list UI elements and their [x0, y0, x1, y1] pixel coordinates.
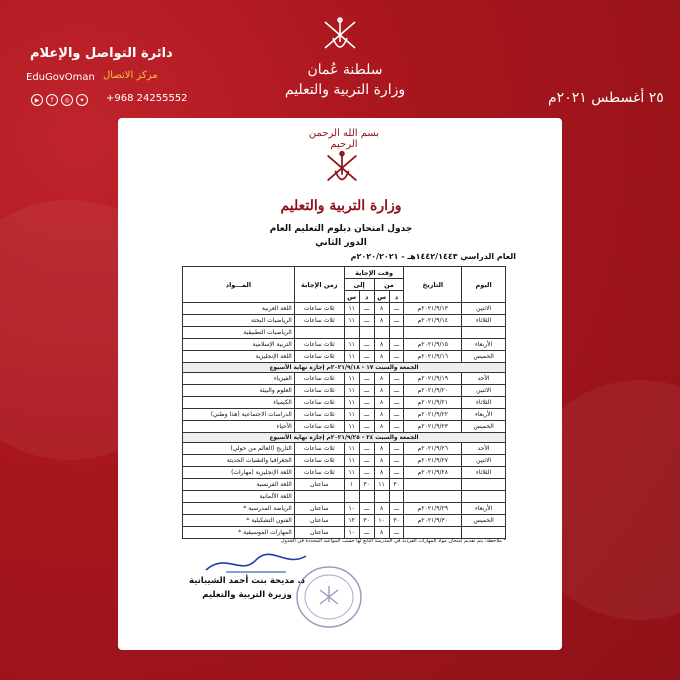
- cell-subject: اللغة الإنجليزية: [183, 351, 295, 363]
- cell-from-hour: ٨: [374, 397, 389, 409]
- cell-subject: اللغة الألمانية: [183, 491, 295, 503]
- social-icons: [31, 94, 88, 106]
- cell-to-hour: ١١: [344, 315, 359, 327]
- table-row: [183, 503, 506, 515]
- cell-from-min: ـــ: [389, 421, 404, 433]
- cell-to-hour: ١: [344, 479, 359, 491]
- cell-from-hour: [374, 491, 389, 503]
- cell-day: الاثنين: [462, 303, 506, 315]
- cell-duration: ثلاث ساعات: [294, 315, 344, 327]
- cell-from-min: ـــ: [389, 455, 404, 467]
- footnote: * ملاحظة: يتم تقديم امتحان مواد المهارات الفردية في المدرسة التابع لها حسب المواعيد المحددة في الجدول: [280, 538, 506, 544]
- cell-day: الأربعاء: [462, 339, 506, 351]
- department-name: دائرة التواصل والإعلام: [30, 46, 173, 61]
- cell-from-hour: ٨: [374, 351, 389, 363]
- cell-to-min: ـــ: [359, 303, 374, 315]
- col-to-min: د: [359, 291, 374, 303]
- cell-day: الثلاثاء: [462, 315, 506, 327]
- cell-to-hour: ١١: [344, 409, 359, 421]
- cell-to-min: ـــ: [359, 339, 374, 351]
- cell-subject: الكيمياء: [183, 397, 295, 409]
- weekend-note-row: [183, 363, 506, 373]
- cell-to-min: ـــ: [359, 315, 374, 327]
- cell-subject: اللغة العربية: [183, 303, 295, 315]
- document-title: جدول امتحان دبلوم التعليم العام: [269, 224, 413, 234]
- cell-to-min: ـــ: [359, 397, 374, 409]
- cell-to-hour: ١١: [344, 373, 359, 385]
- cell-from-hour: ٨: [374, 385, 389, 397]
- cell-to-min: [359, 327, 374, 339]
- table-row: [183, 351, 506, 363]
- cell-to-min: [359, 491, 374, 503]
- cell-from-min: ـــ: [389, 527, 404, 539]
- cell-to-min: ٣٠: [359, 479, 374, 491]
- phone-number: +968 24255552: [106, 93, 188, 104]
- cell-subject: التاريخ (العالم من حولي): [183, 443, 295, 455]
- signatory-name: د. مديحة بنت أحمد الشيبانية: [188, 576, 306, 586]
- cell-from-min: ـــ: [389, 409, 404, 421]
- cell-to-hour: ١٠: [344, 527, 359, 539]
- weekend-note: الجمعة والسبت ٢٤ - ٢٠٢١/٩/٢٥م إجازة نهاية الأسبوع: [183, 433, 506, 443]
- cell-date: ٢٠٢١/٩/٢٨م: [404, 467, 462, 479]
- cell-day: الثلاثاء: [462, 467, 506, 479]
- cell-to-min: ٣٠: [359, 515, 374, 527]
- col-from: من: [374, 279, 404, 291]
- cell-from-hour: ١١: [374, 479, 389, 491]
- cell-day: الخميس: [462, 421, 506, 433]
- table-row: [183, 491, 506, 503]
- cell-from-hour: ٨: [374, 467, 389, 479]
- cell-duration: ساعتان: [294, 479, 344, 491]
- table-row: [183, 339, 506, 351]
- cell-from-min: [389, 327, 404, 339]
- cell-from-min: ـــ: [389, 467, 404, 479]
- cell-day: الاثنين: [462, 385, 506, 397]
- table-row: [183, 421, 506, 433]
- cell-date: ٢٠٢١/٩/١٥م: [404, 339, 462, 351]
- cell-from-min: ـــ: [389, 339, 404, 351]
- cell-from-min: [389, 491, 404, 503]
- cell-duration: ثلاث ساعات: [294, 385, 344, 397]
- cell-date: ٢٠٢١/٩/٢٩م: [404, 503, 462, 515]
- cell-date: ٢٠٢١/٩/٢٢م: [404, 409, 462, 421]
- cell-duration: ثلاث ساعات: [294, 409, 344, 421]
- col-from-min: د: [389, 291, 404, 303]
- cell-from-hour: ٨: [374, 421, 389, 433]
- cell-from-min: ـــ: [389, 385, 404, 397]
- academic-year: العام الدراسي ١٤٤٢/١٤٤٣هـ - ٢٠٢٠/٢٠٢١م: [350, 252, 516, 261]
- cell-subject: المهارات الموسيقية *: [183, 527, 295, 539]
- cell-from-min: ـــ: [389, 373, 404, 385]
- cell-date: ٢٠٢١/٩/١٦م: [404, 351, 462, 363]
- cell-subject: اللغة الفرنسية: [183, 479, 295, 491]
- weekend-note-row: [183, 433, 506, 443]
- cell-from-hour: ٨: [374, 455, 389, 467]
- cell-to-hour: ١١: [344, 467, 359, 479]
- cell-duration: ثلاث ساعات: [294, 373, 344, 385]
- cell-duration: ثلاث ساعات: [294, 455, 344, 467]
- cell-duration: ساعتان: [294, 503, 344, 515]
- cell-duration: ثلاث ساعات: [294, 397, 344, 409]
- exam-schedule-document: [176, 128, 516, 644]
- cell-to-min: ـــ: [359, 527, 374, 539]
- table-row: [183, 315, 506, 327]
- cell-date: ٢٠٢١/٩/٢٠م: [404, 385, 462, 397]
- table-row: [183, 397, 506, 409]
- cell-from-min: ـــ: [389, 315, 404, 327]
- table-row: [183, 479, 506, 491]
- cell-duration: [294, 491, 344, 503]
- cell-day: الأحد: [462, 443, 506, 455]
- post-date: ٢٥ أغسطس ٢٠٢١م: [548, 90, 664, 106]
- cell-date: ٢٠٢١/٩/٢١م: [404, 397, 462, 409]
- table-row: [183, 515, 506, 527]
- col-to-hour: س: [344, 291, 359, 303]
- oman-emblem-icon: [317, 12, 363, 58]
- col-time: وقت الإجابة: [344, 267, 404, 279]
- call-center-label: مركز الاتصال: [103, 70, 158, 81]
- cell-to-hour: ١١: [344, 351, 359, 363]
- cell-to-hour: ١١: [344, 339, 359, 351]
- table-row: [183, 303, 506, 315]
- cell-duration: ثلاث ساعات: [294, 421, 344, 433]
- cell-day: [462, 491, 506, 503]
- cell-to-min: ـــ: [359, 385, 374, 397]
- cell-to-hour: [344, 327, 359, 339]
- cell-day: الاثنين: [462, 455, 506, 467]
- cell-from-hour: [374, 327, 389, 339]
- cell-duration: ثلاث ساعات: [294, 351, 344, 363]
- cell-day: [462, 479, 506, 491]
- cell-subject: الرياضيات التطبيقية: [183, 327, 295, 339]
- ministry-label: وزارة التربية والتعليم: [284, 82, 406, 98]
- cell-from-hour: ٨: [374, 503, 389, 515]
- cell-from-min: ـــ: [389, 351, 404, 363]
- cell-to-hour: ١١: [344, 421, 359, 433]
- cell-day: [462, 327, 506, 339]
- cell-subject: الفيزياء: [183, 373, 295, 385]
- cell-from-min: ـــ: [389, 303, 404, 315]
- document-ministry: وزارة التربية والتعليم: [280, 198, 402, 214]
- cell-from-hour: ٨: [374, 373, 389, 385]
- cell-from-hour: ٨: [374, 339, 389, 351]
- schedule-body: [183, 303, 506, 539]
- cell-duration: [294, 327, 344, 339]
- cell-subject: العلوم والبيئة: [183, 385, 295, 397]
- col-duration: زمن الإجابة: [294, 267, 344, 303]
- exam-schedule-table: [182, 266, 506, 539]
- cell-duration: ثلاث ساعات: [294, 467, 344, 479]
- cell-day: الخميس: [462, 351, 506, 363]
- cell-from-min: ـــ: [389, 397, 404, 409]
- cell-day: الأربعاء: [462, 409, 506, 421]
- cell-duration: ساعتان: [294, 527, 344, 539]
- cell-from-hour: ٨: [374, 409, 389, 421]
- oman-emblem-icon: [320, 146, 364, 190]
- cell-to-hour: ١١: [344, 455, 359, 467]
- table-row: [183, 409, 506, 421]
- cell-to-hour: ١١: [344, 443, 359, 455]
- cell-duration: ثلاث ساعات: [294, 339, 344, 351]
- cell-date: ٢٠٢١/٩/٢٦م: [404, 443, 462, 455]
- cell-to-hour: [344, 491, 359, 503]
- cell-date: ٢٠٢١/٩/١٣م: [404, 303, 462, 315]
- weekend-note: الجمعة والسبت ١٧ - ٢٠٢١/٩/١٨م إجازة نهاية الأسبوع: [183, 363, 506, 373]
- cell-to-min: ـــ: [359, 409, 374, 421]
- cell-to-min: ـــ: [359, 467, 374, 479]
- cell-day: الثلاثاء: [462, 397, 506, 409]
- cell-from-min: ٣٠: [389, 479, 404, 491]
- col-date: التاريخ: [404, 267, 462, 303]
- cell-to-hour: ١١: [344, 385, 359, 397]
- table-row: [183, 373, 506, 385]
- table-row: [183, 527, 506, 539]
- cell-subject: اللغة الإنجليزية (مهارات): [183, 467, 295, 479]
- cell-to-hour: ١٢: [344, 515, 359, 527]
- cell-to-hour: ١٠: [344, 503, 359, 515]
- youtube-icon[interactable]: ▶: [31, 94, 43, 106]
- col-from-hour: س: [374, 291, 389, 303]
- header: [0, 0, 680, 120]
- cell-to-min: ـــ: [359, 421, 374, 433]
- facebook-icon[interactable]: f: [46, 94, 58, 106]
- cell-duration: ثلاث ساعات: [294, 303, 344, 315]
- cell-subject: الجغرافيا والتقنيات الحديثة: [183, 455, 295, 467]
- document-subtitle: الدور الثاني: [315, 238, 367, 248]
- col-to: إلى: [344, 279, 374, 291]
- cell-date: [404, 491, 462, 503]
- cell-day: [462, 527, 506, 539]
- cell-to-min: ـــ: [359, 503, 374, 515]
- col-subjects: المـــواد: [183, 267, 295, 303]
- instagram-icon[interactable]: ◎: [61, 94, 73, 106]
- cell-to-hour: ١١: [344, 397, 359, 409]
- cell-from-min: ـــ: [389, 443, 404, 455]
- cell-date: ٢٠٢١/٩/٢٧م: [404, 455, 462, 467]
- col-day: اليوم: [462, 267, 506, 303]
- cell-date: [404, 527, 462, 539]
- cell-date: ٢٠٢١/٩/٢٣م: [404, 421, 462, 433]
- cell-date: [404, 479, 462, 491]
- cell-subject: الأحياء: [183, 421, 295, 433]
- cell-from-hour: ٨: [374, 303, 389, 315]
- cell-from-hour: ٨: [374, 443, 389, 455]
- cell-date: [404, 327, 462, 339]
- social-handle: EduGovOman: [26, 72, 95, 83]
- cell-to-hour: ١١: [344, 303, 359, 315]
- cell-subject: الفنون التشكيلية *: [183, 515, 295, 527]
- cell-subject: الرياضيات البحتة: [183, 315, 295, 327]
- twitter-icon[interactable]: ✦: [76, 94, 88, 106]
- cell-to-min: ـــ: [359, 455, 374, 467]
- basmala: بسم الله الرحمن الرحيم: [308, 128, 380, 150]
- cell-to-min: ـــ: [359, 351, 374, 363]
- cell-from-min: ـــ: [389, 503, 404, 515]
- table-row: [183, 385, 506, 397]
- table-row: [183, 327, 506, 339]
- sultanate-label: سلطنة عُمان: [307, 62, 383, 78]
- cell-day: الأربعاء: [462, 503, 506, 515]
- cell-from-min: ٣٠: [389, 515, 404, 527]
- cell-subject: الرياضة المدرسية *: [183, 503, 295, 515]
- table-row: [183, 443, 506, 455]
- cell-duration: ثلاث ساعات: [294, 443, 344, 455]
- cell-from-hour: ١٠: [374, 515, 389, 527]
- cell-from-hour: ٨: [374, 315, 389, 327]
- cell-duration: ساعتان: [294, 515, 344, 527]
- cell-to-min: ـــ: [359, 373, 374, 385]
- cell-subject: الدراسات الاجتماعية (هذا وطني): [183, 409, 295, 421]
- cell-date: ٢٠٢١/٩/١٤م: [404, 315, 462, 327]
- cell-from-hour: ٨: [374, 527, 389, 539]
- cell-day: الأحد: [462, 373, 506, 385]
- cell-date: ٢٠٢١/٩/١٩م: [404, 373, 462, 385]
- table-row: [183, 467, 506, 479]
- table-row: [183, 455, 506, 467]
- cell-day: الخميس: [462, 515, 506, 527]
- cell-date: ٢٠٢١/٩/٣٠م: [404, 515, 462, 527]
- cell-to-min: ـــ: [359, 443, 374, 455]
- cell-subject: التربية الإسلامية: [183, 339, 295, 351]
- signatory-title: وزيرة التربية والتعليم: [202, 590, 292, 600]
